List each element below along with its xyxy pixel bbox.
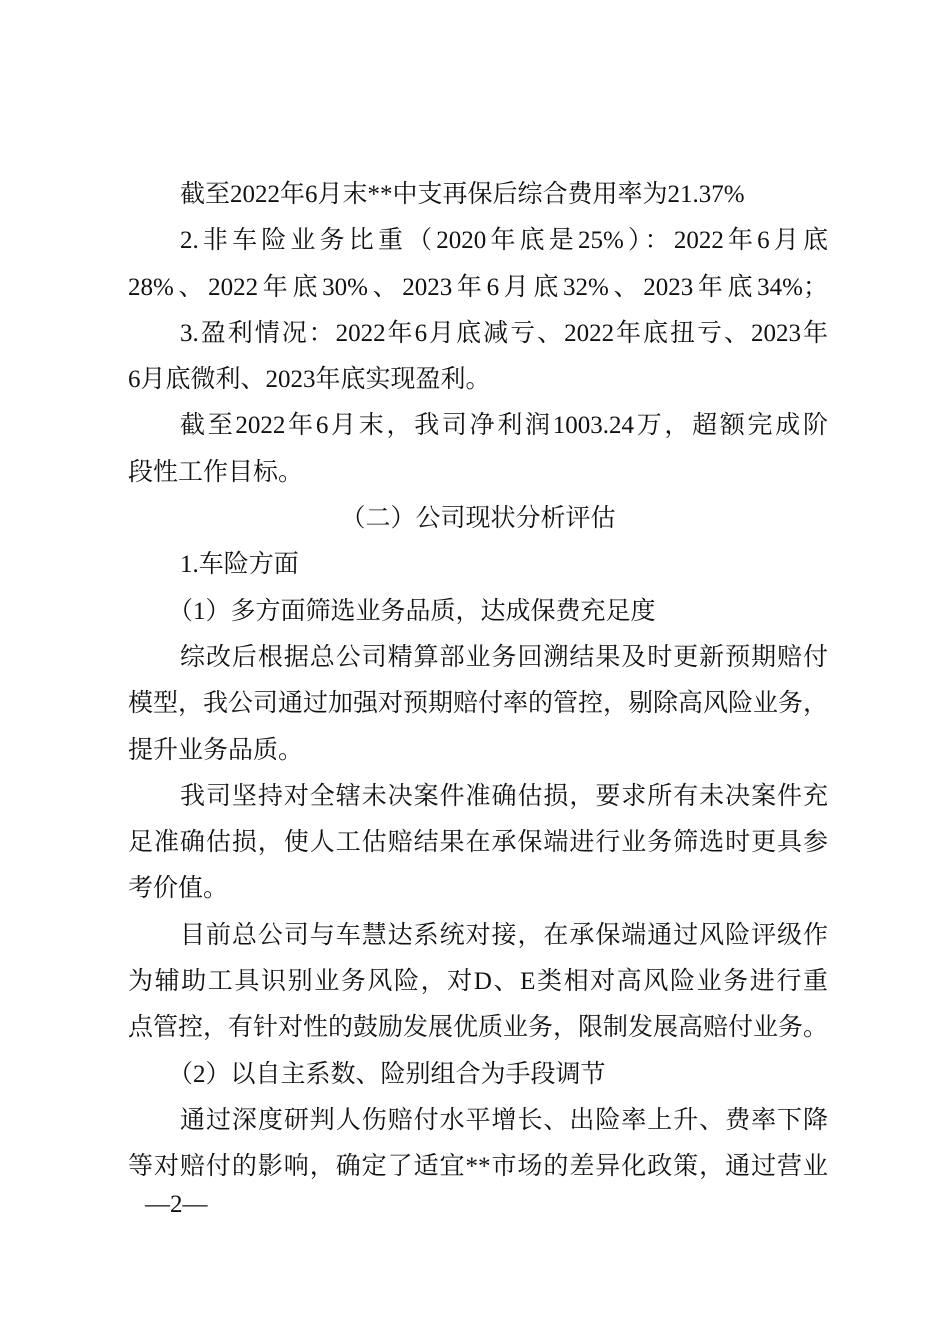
paragraph-expense-ratio bbox=[128, 172, 828, 218]
document-body bbox=[128, 172, 828, 1191]
paragraph-auto-insurance-heading bbox=[128, 542, 828, 588]
text-line: （1）多方面筛选业务品质，达成保费充足度 bbox=[168, 597, 656, 625]
text-line: （2）以自主系数、险别组合为手段调节 bbox=[168, 1060, 606, 1088]
text-line: 模型，我公司通过加强对预期赔付率的管控，剔除高风险业务， bbox=[128, 690, 829, 718]
text-line: 综改后根据总公司精算部业务回溯结果及时更新预期赔付 bbox=[180, 643, 828, 671]
text-line: 2.非车险业务比重（2020年底是25%）：2022年6月底 bbox=[180, 227, 828, 255]
text-line: 通过深度研判人伤赔付水平增长、出险率上升、费率下降 bbox=[180, 1106, 828, 1134]
paragraph-sub-heading-2 bbox=[128, 1052, 828, 1098]
text-line: 3.盈利情况：2022年6月底减亏、2022年底扭亏、2023年 bbox=[180, 319, 828, 347]
text-line: 提升业务品质。 bbox=[128, 736, 304, 764]
paragraph-sub-heading-1 bbox=[128, 589, 828, 635]
text-line: 1.车险方面 bbox=[180, 551, 299, 579]
text-line: 目前总公司与车慧达系统对接，在承保端通过风险评级作 bbox=[180, 921, 828, 949]
text-line: 点管控，有针对性的鼓励发展优质业务，限制发展高赔付业务。 bbox=[128, 1014, 829, 1042]
text-line: 截至2022年6月末**中支再保后综合费用率为21.37% bbox=[180, 181, 745, 208]
text-line: 截至2022年6月末，我司净利润1003.24万，超额完成阶 bbox=[180, 412, 828, 440]
paragraph-non-auto-share bbox=[128, 218, 828, 311]
paragraph-profit-status bbox=[128, 311, 828, 404]
text-line: 6月底微利、2023年底实现盈利。 bbox=[128, 366, 491, 394]
text-line: 28%、2022年底30%、2023年6月底32%、2023年底34%； bbox=[128, 273, 828, 301]
text-line: 等对赔付的影响，确定了适宜**市场的差异化政策，通过营业 bbox=[128, 1153, 828, 1181]
text-line: 为辅助工具识别业务风险，对D、E类相对高风险业务进行重 bbox=[128, 968, 828, 996]
paragraph-para-policy bbox=[128, 1098, 828, 1191]
text-line: 足准确估损，使人工估赔结果在承保端进行业务筛选时更具参 bbox=[128, 829, 828, 857]
text-line: 我司坚持对全辖未决案件准确估损，要求所有未决案件充 bbox=[180, 782, 828, 810]
page-number: —2— bbox=[145, 1191, 208, 1218]
paragraph-net-profit bbox=[128, 403, 828, 496]
text-line: 考价值。 bbox=[128, 875, 229, 903]
text-line: （二）公司现状分析评估 bbox=[340, 505, 616, 533]
paragraph-para-claims bbox=[128, 774, 828, 913]
paragraph-section-heading bbox=[128, 496, 828, 542]
paragraph-para-risk-rating bbox=[128, 913, 828, 1052]
text-line: 段性工作目标。 bbox=[128, 458, 304, 486]
paragraph-para-model bbox=[128, 635, 828, 774]
